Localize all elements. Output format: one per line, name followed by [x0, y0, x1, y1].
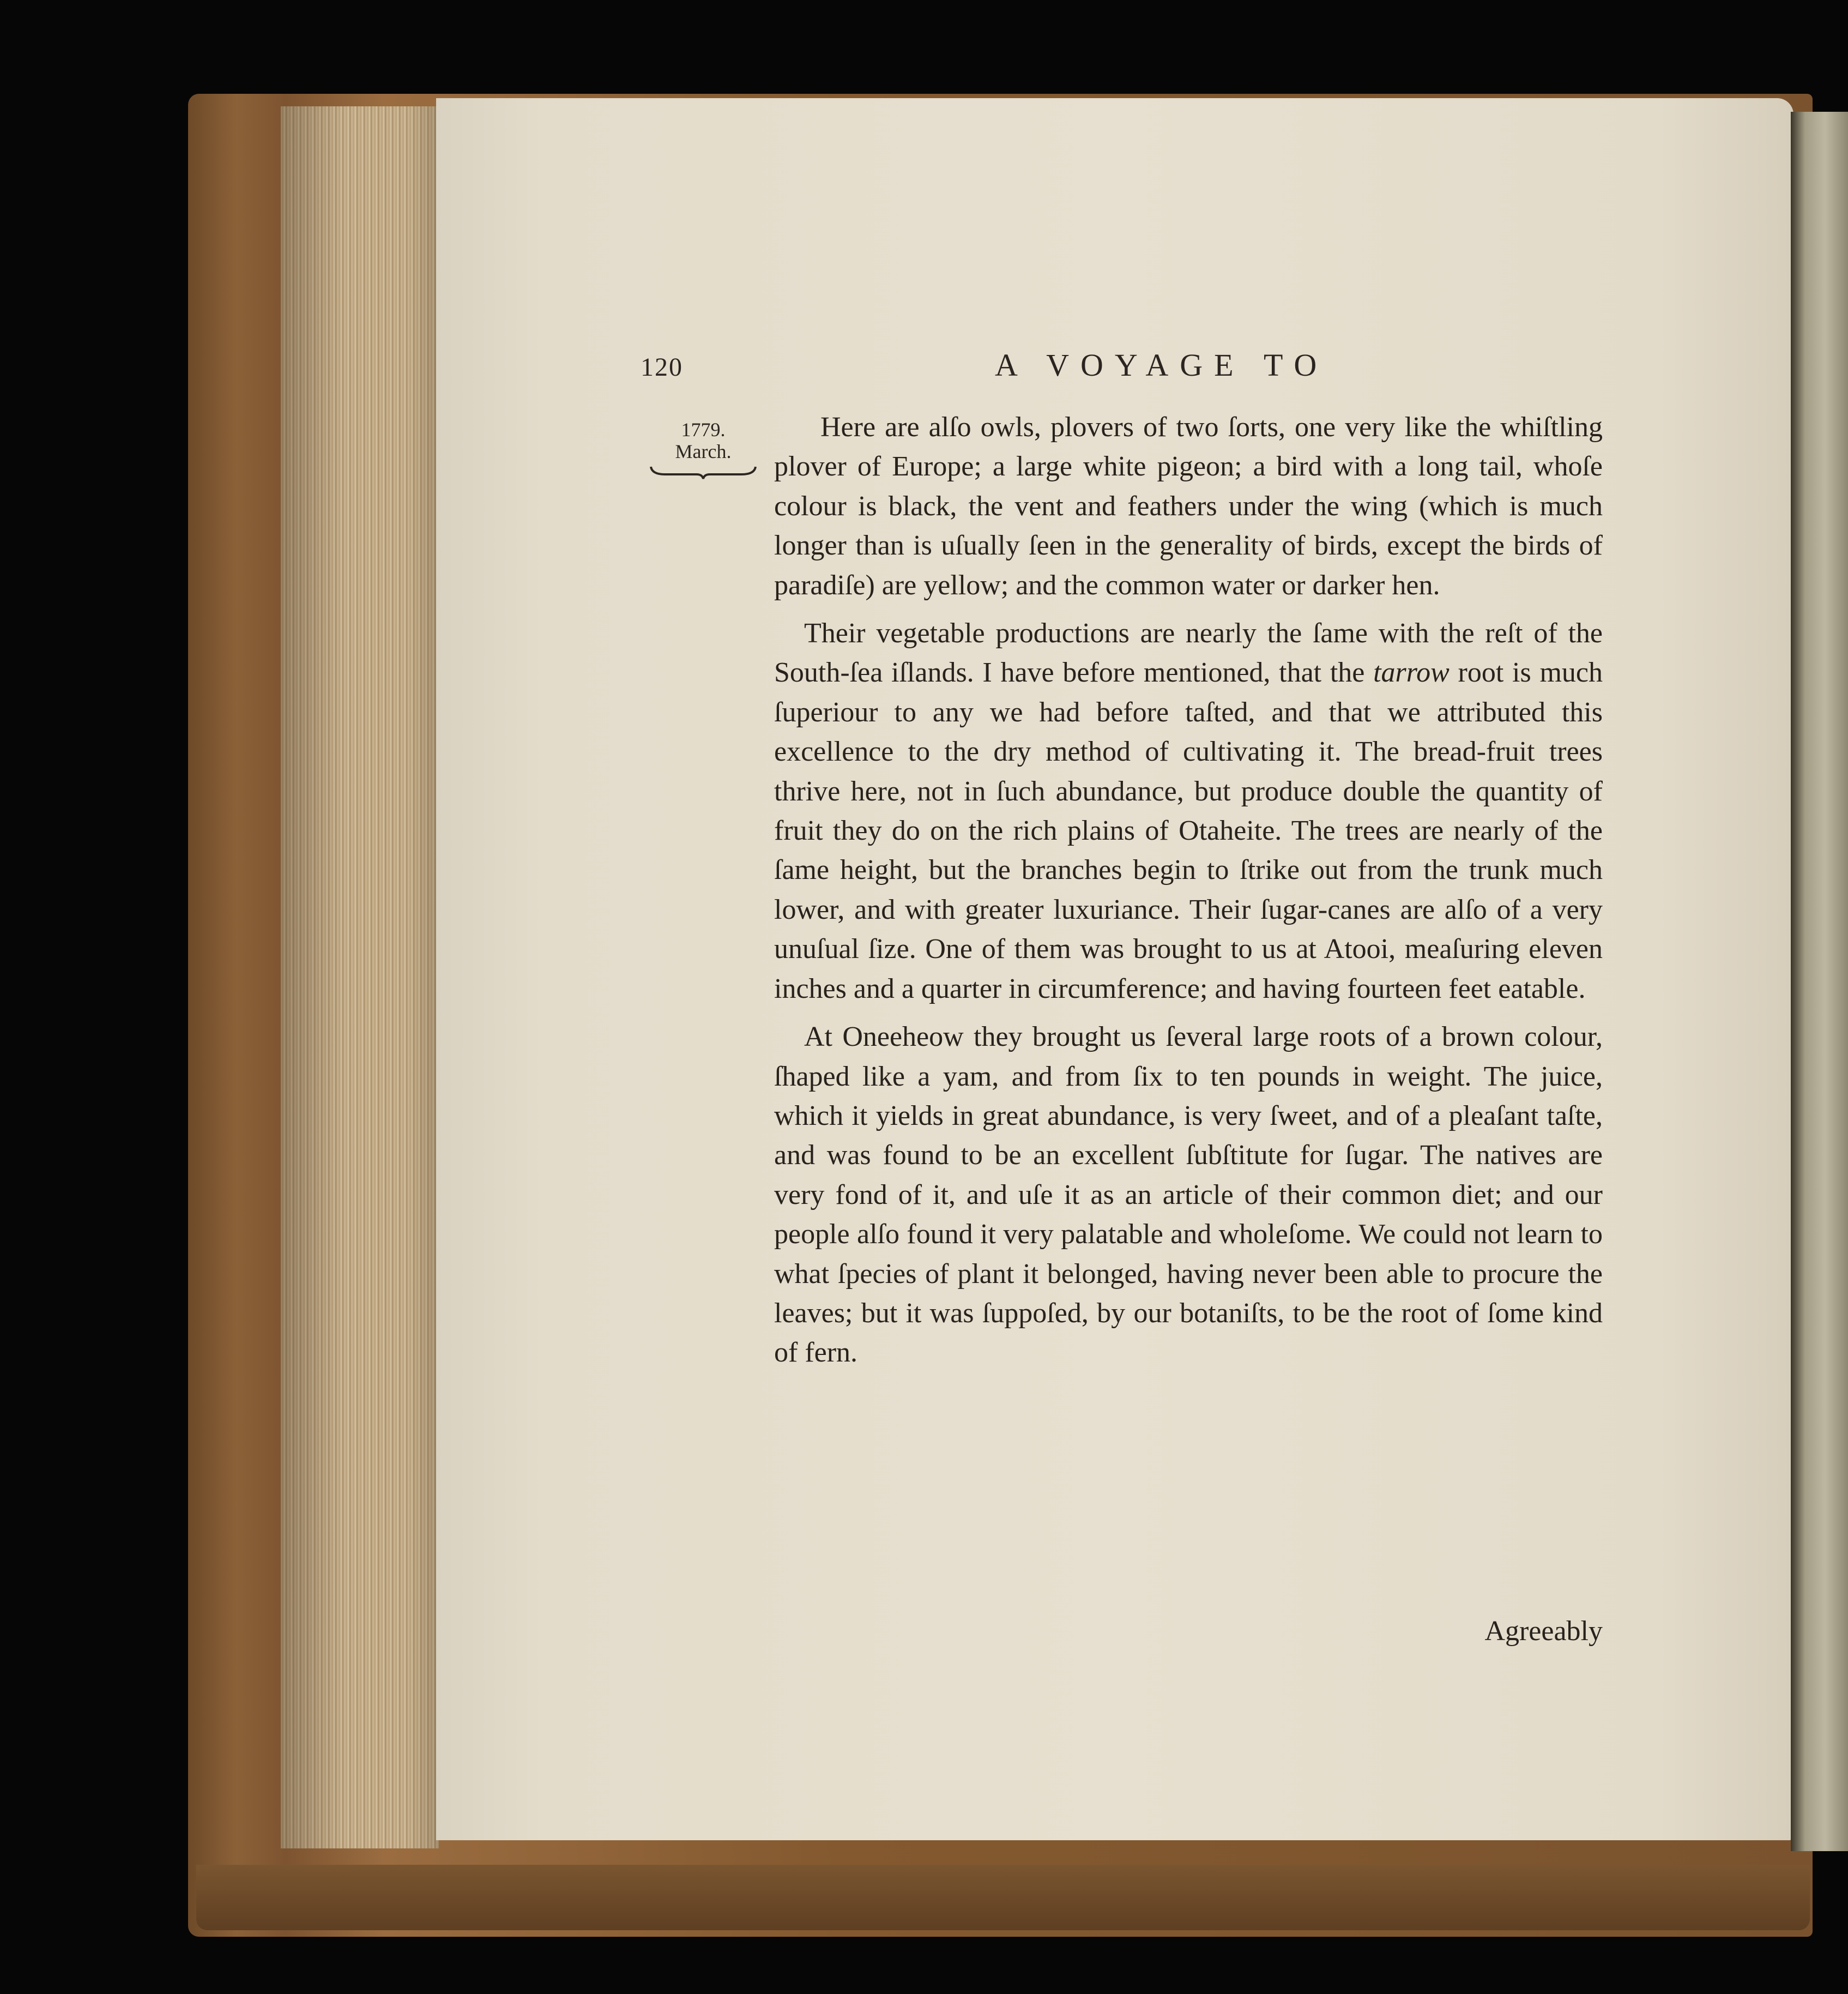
- margin-month: March.: [675, 441, 732, 462]
- page-edges-shading: [281, 106, 439, 1848]
- catchword: Agreeably: [1484, 1616, 1603, 1647]
- body-text: [774, 408, 1603, 1382]
- paragraph-roots: At Oneeheow they brought us ſeveral large roots of a brown colour, ſhaped like a yam, and from ſix to ten pounds in weight. The juice, which it yields in great abundance, is very ſweet, and of a pleaſant taſte, and was found to be an excellent ſubſtitute for ſugar. The natives are very fond of it, and uſe it as an article of their common diet; and our people alſo found it very palatable and wholeſome. We could not learn to what ſpecies of plant it belonged, having never been able to procure the leaves; but it was ſuppoſed, by our botaniſts, to be the root of ſome kind of fern.: [774, 1021, 1603, 1369]
- paragraph-birds: Here are alſo owls, plovers of two ſorts, one very like the whiſtling plover of Europe; a large white pigeon; a bird with a long tail, whoſe colour is black, the vent and feathers under the wing (which is much longer than is uſually ſeen in the generality of birds, except the birds of paradiſe) are yellow; and the common water or darker hen.: [774, 412, 1603, 601]
- cover-bottom-edge: [196, 1865, 1810, 1930]
- margin-year: 1779.: [681, 419, 726, 441]
- paragraph-vegetables-part2: root is much ſuperiour to any we had before taſted, and that we attributed this excellence to the dry method of cultivating it. The bread-fruit trees thrive here, not in ſuch abundance, but produce double the quantity of fruit they do on the rich plains of Otaheite. The trees are nearly of the ſame height, but the branches begin to ſtrike out from the trunk much lower, and with greater luxuriance. Their ſugar-canes are alſo of a very unuſual ſize. One of them was brought to us at Atooi, meaſuring eleven inches and a quarter in circumference; and having fourteen feet eatable.: [774, 657, 1603, 1004]
- running-title: A VOYAGE TO: [995, 347, 1328, 383]
- page-header: [641, 347, 1600, 401]
- italic-term: tarrow: [1373, 657, 1450, 689]
- facing-page-edge: [1791, 112, 1848, 1851]
- brace-ornament: [649, 465, 758, 480]
- page-number: 120: [641, 353, 683, 382]
- margin-date-note: [649, 419, 758, 480]
- paragraph-vegetables: [774, 614, 1603, 1009]
- paragraph-vegetables-part1: Their vegetable productions are nearly the ſame with the reſt of the South-ſea iſlands. I have before mentioned, that the: [774, 618, 1603, 689]
